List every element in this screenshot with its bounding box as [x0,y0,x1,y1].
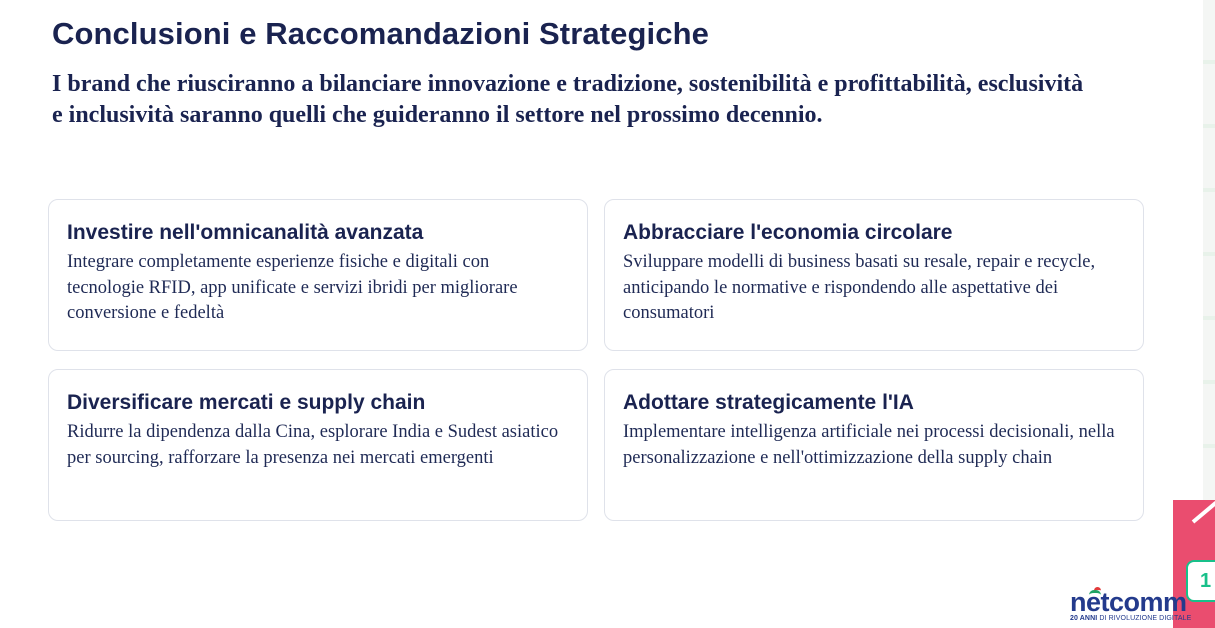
page-counter-badge[interactable]: 1 [1186,560,1215,602]
recommendation-card-omnichannel [48,199,588,351]
card-text: Integrare completamente esperienze fisiche e digitali con tecnologie RFID, app unificate e servizi ibridi per migliorare conversione e fedeltà [67,252,518,323]
card-title: Abbracciare l'economia circolare [623,221,953,244]
card-text: Ridurre la dipendenza dalla Cina, esplorare India e Sudest asiatico per sourcing, rafforzare la presenza nei mercati emergenti [67,422,559,468]
slide-subtitle: I brand che riusciranno a bilanciare innovazione e tradizione, sostenibilità e profittabilità, esclusività e inclusività saranno quelli che guideranno il settore nel prossimo decennio. [52,71,1084,128]
recommendation-card-circular-economy [604,199,1144,351]
logo-tagline [1070,615,1210,622]
card-text: Implementare intelligenza artificiale nei processi decisionali, nella personalizzazione e nell'ottimizzazione della supply chain [623,422,1115,468]
logo-tagline-rest: DI RIVOLUZIONE DIGITALE [1099,615,1192,622]
recommendation-card-supply-chain [48,369,588,521]
recommendation-card-ai [604,369,1144,521]
logo-wordmark: netcomm [1070,587,1187,617]
slide-title: Conclusioni e Raccomandazioni Strategiche [52,16,709,51]
card-title: Diversificare mercati e supply chain [67,391,426,414]
card-title: Adottare strategicamente l'IA [623,391,914,414]
card-text: Sviluppare modelli di business basati su resale, repair e recycle, anticipando le normative e rispondendo alle aspettative dei consumatori [623,252,1096,323]
netcomm-logo [1070,588,1210,628]
logo-tagline-bold: 20 ANNI [1070,615,1098,622]
logo-red-arc [1094,587,1101,592]
card-title: Investire nell'omnicanalità avanzata [67,221,424,244]
